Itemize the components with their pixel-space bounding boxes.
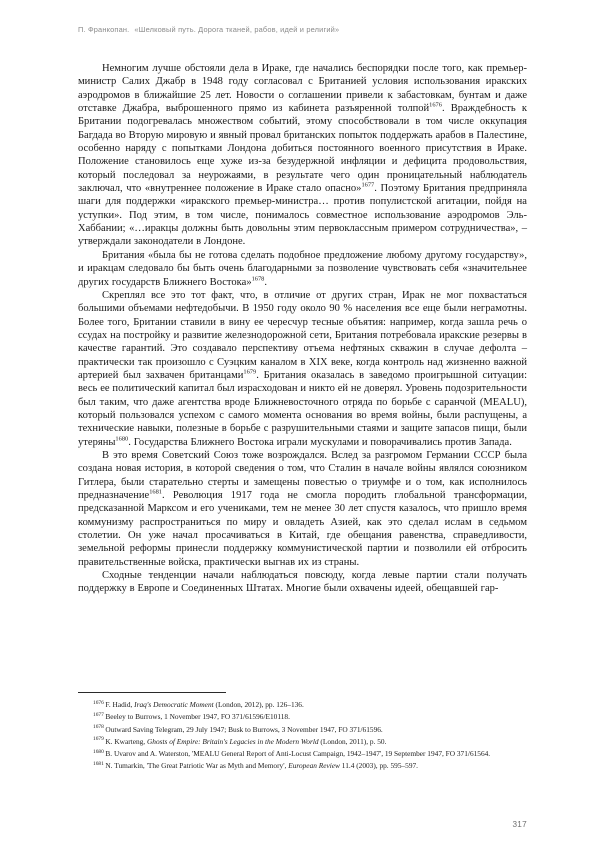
footnote-title-italic: Ghosts of Empire: Britain's Legacies in the Modern World xyxy=(146,736,319,746)
footnote-number: 1676 xyxy=(93,699,104,706)
footnote-list xyxy=(78,700,527,774)
footnote-reference[interactable]: 1677 xyxy=(361,181,375,189)
footnote-item xyxy=(78,700,527,710)
footnote-item xyxy=(78,761,527,771)
footnote-text: Beeley to Burrows, 1 November 1947, FO 371/61596/E10118. xyxy=(105,712,290,722)
footnote-reference[interactable]: 1681 xyxy=(149,488,162,496)
footnote-text: (London, 2011), p. 50. xyxy=(318,736,387,746)
footnote-number: 1681 xyxy=(93,761,104,768)
body-text xyxy=(78,62,527,596)
footnote-item xyxy=(78,712,527,722)
footnote-reference[interactable]: 1679 xyxy=(243,368,257,376)
footnote-reference[interactable]: 1680 xyxy=(115,435,129,443)
paragraph xyxy=(78,289,527,449)
footnote-item xyxy=(78,737,527,747)
paragraph xyxy=(78,449,527,569)
paragraph-text: . Государства Ближнего Востока играли мускулами и поворачивались против Запада. xyxy=(128,436,512,448)
paragraph-text: Немногим лучше обстояли дела в Ираке, где начались беспорядки после того, как премьер-министр Салих Джабр в 1948 году согласовал с Британией условия использования иракских аэродромов в ближайшие 25 лет. Новости о соглашении привели к забастовкам, бунтам и даже отставке Джабра, выброшенного прямо из кабинета разъяренной толпой xyxy=(78,63,527,115)
footnote-text: N. Tumarkin, 'The Great Patriotic War as Myth and Memory', xyxy=(105,761,289,771)
footnote-item xyxy=(78,725,527,735)
paragraph-text: Скреплял все это тот факт, что, в отличие от других стран, Ирак не мог похвастаться большими объемами нефтедобычи. В 1950 году около 90 % населения все еще были неграмотны. Более того, Британии ставили в вину ее чересчур тесные объятия: например, когда зашла речь о ссудах на постройку и развитие железнодорожной сети, Британия потребовала иракские резервы в качестве гарантий. Это создавало перспективу отъема нефтяных скважин в случае дефолта – практически так произошло с Суэцким каналом в XIX веке, когда контроль над жизненно важной артерией был захвачен британцами xyxy=(78,289,527,381)
footnote-number: 1680 xyxy=(93,748,104,755)
paragraph-text: Британия «была бы не готова сделать подобное предложение любому другому государству», и иракцам следовало бы быть очень благодарными за позволение чувствовать себя «значительнее других государств Ближнего Востока» xyxy=(78,249,527,288)
running-head-title: «Шелковый путь. Дорога тканей, рабов, идей и религий» xyxy=(134,25,340,34)
footnote-separator-rule xyxy=(78,692,226,693)
paragraph xyxy=(78,569,527,596)
running-head xyxy=(78,25,528,34)
footnote-item xyxy=(78,749,527,759)
paragraph xyxy=(78,62,527,249)
footnote-text: B. Uvarov and A. Waterston, 'MEALU General Report of Anti-Locust Campaign, 1942–1947', 19 September 1947, FO 371/61564. xyxy=(105,749,491,759)
paragraph-text: . xyxy=(264,276,268,288)
footnote-number: 1679 xyxy=(93,736,104,743)
footnote-number: 1677 xyxy=(93,711,104,718)
footnote-text: (London, 2012), pp. 126–136. xyxy=(213,700,304,709)
paragraph-text: Сходные тенденции начали наблюдаться повсюду, когда левые партии стали получать поддержку в Европе и Соединенных Штатах. Многие были охвачены идеей, обещавшей гар- xyxy=(78,570,527,595)
paragraph-text: . Враждебность к Британии подогревалась множеством событий, этому способствовали в том числе оккупация Багдада во Вторую мировую и явный провал британских попыток поддержать арабов в Палестине, особенно наряду с попытками Лондона добиться постоянного военного присутствия в Ираке. Положение становилось еще хуже из-за безудержной инфляции и дефицита продовольствия, который последовал за неурожаями, в результате чего один проницательный наблюдатель заключал, что «внутреннее положение в Ираке стало опасно» xyxy=(78,103,527,195)
paragraph-text: . Революция 1917 года не смогла породить глобальной трансформации, предсказанной Марксом и его учениками, тем не менее 30 лет спустя казалось, что пришло время коммунизму распространиться по миру и овладеть Азией, как это сделал ислам в седьмом столетии. Он уже начал просачиваться в Китай, где обещания равенства, справедливости, земельной реформы принесли поддержку коммунистической партии и позволили ей отбросить правительственные войска, практически выгнав их из страны. xyxy=(78,490,527,568)
paragraph xyxy=(78,249,527,289)
paragraph-text: . Британия оказалась в заведомо проигрышной ситуации: весь ее политический капитал был израсходован и никто ей не доверял. Уровень подозрительности был таким, что даже агентства вроде Ближневосточного отряда по борьбе с саранчой (MEALU), который пользовался успехом с самого момента основания во время войны, были распущены, а технические навыки, полезные в борьбе с разрушительными стаями и защите запасов пищи, были утеряны xyxy=(78,369,527,448)
paragraph-text: . Поэтому Британия предприняла шаги для поддержки «иракского премьер-министра… против популистской агитации, пойдя на уступки». Под этим, в том числе, понималось совместное использование аэродромов Эль-Хаббании; «…иракцы должны быть довольны этим первоклассным примером сотрудничества», – утверждали законодатели в Лондоне. xyxy=(78,183,527,248)
footnote-title-italic: Iraq's Democratic Moment xyxy=(134,700,214,709)
footnote-text: K. Kwarteng, xyxy=(105,736,147,746)
running-head-author: П. Франкопан. xyxy=(78,25,130,34)
footnote-text: 11.4 (2003), pp. 595–597. xyxy=(339,761,419,771)
paragraph-text: В это время Советский Союз тоже возрождался. Вслед за разгромом Германии СССР была создана новая история, в которой сведения о том, что Сталин в начале войны являлся союзником Гитлера, были старательно стерты и замещены повестью о триумфе и о том, как исполнилось предназначение xyxy=(78,449,527,501)
page-number: 317 xyxy=(512,820,527,829)
footnote-reference[interactable]: 1678 xyxy=(251,274,265,282)
footnote-text: Outward Saving Telegram, 29 July 1947; Busk to Burrows, 3 November 1947, FO 371/61596. xyxy=(105,724,383,734)
footnote-reference[interactable]: 1676 xyxy=(429,101,442,109)
footnote-text: F. Hadid, xyxy=(105,700,135,709)
footnote-number: 1678 xyxy=(93,724,104,731)
footnote-title-italic: European Review xyxy=(288,761,340,771)
